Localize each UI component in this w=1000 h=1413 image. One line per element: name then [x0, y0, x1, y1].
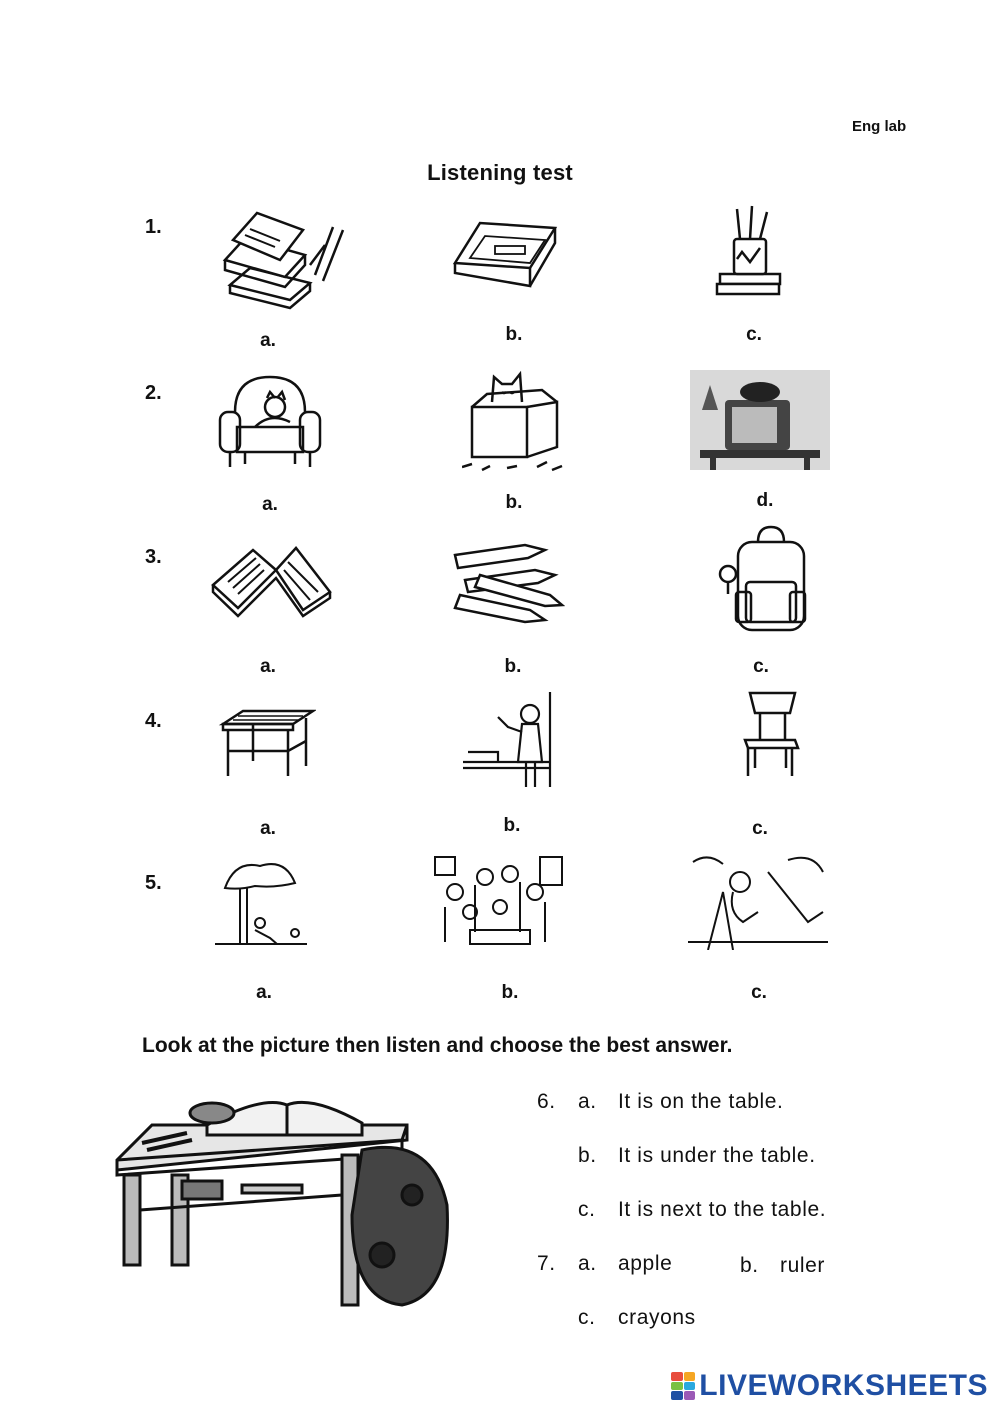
answer-letter: b.: [740, 1254, 759, 1277]
answer-letter: a.: [578, 1090, 597, 1113]
answer-text: It is next to the table.: [618, 1198, 827, 1221]
answer-option[interactable]: [578, 1252, 672, 1276]
brand-name: LIVEWORKSHEETS: [699, 1369, 988, 1402]
answer-option[interactable]: [578, 1306, 696, 1330]
child-under-tree-icon[interactable]: [215, 858, 307, 948]
answer-letter: c.: [578, 1306, 596, 1329]
logo-mark-icon: [671, 1372, 695, 1400]
pencil-case-icon[interactable]: [450, 208, 560, 293]
school-bag-icon[interactable]: [716, 522, 824, 634]
chair-icon[interactable]: [740, 688, 802, 780]
instruction-heading: Look at the picture then listen and choose the best answer.: [142, 1034, 733, 1057]
answer-text: apple: [618, 1252, 673, 1275]
answer-text: It is under the table.: [618, 1144, 816, 1167]
option-letter[interactable]: b.: [505, 492, 523, 513]
question-number: 2.: [145, 382, 162, 404]
question-number: 4.: [145, 710, 162, 732]
books-and-pencils-icon[interactable]: [215, 205, 355, 310]
option-letter[interactable]: b.: [504, 656, 522, 677]
question-number: 3.: [145, 546, 162, 568]
teacher-icon[interactable]: [458, 692, 556, 792]
page-title: Listening test: [427, 160, 573, 185]
answer-option[interactable]: [740, 1254, 825, 1278]
option-letter[interactable]: b.: [503, 815, 521, 836]
question-number: 1.: [145, 216, 162, 238]
cat-on-armchair-icon[interactable]: [215, 372, 325, 472]
table-icon[interactable]: [218, 706, 316, 780]
answer-letter: a.: [578, 1252, 597, 1275]
answer-text: crayons: [618, 1306, 696, 1329]
monkey-in-tree-icon[interactable]: [688, 852, 828, 950]
option-letter[interactable]: d.: [756, 490, 774, 511]
option-letter[interactable]: a.: [262, 494, 278, 515]
question-number: 7.: [537, 1252, 556, 1275]
answer-text: ruler: [780, 1254, 826, 1277]
option-letter[interactable]: b.: [501, 982, 519, 1003]
pencil-cup-icon[interactable]: [712, 204, 787, 296]
answer-letter: b.: [578, 1144, 597, 1167]
brand-logo[interactable]: [671, 1369, 988, 1403]
option-letter[interactable]: a.: [260, 656, 276, 677]
answer-option[interactable]: [578, 1090, 784, 1114]
option-letter[interactable]: c.: [746, 324, 762, 345]
option-letter[interactable]: a.: [256, 982, 272, 1003]
answer-letter: c.: [578, 1198, 596, 1221]
option-letter[interactable]: a.: [260, 818, 276, 839]
answer-option[interactable]: [578, 1198, 826, 1222]
open-book-icon[interactable]: [208, 540, 333, 618]
option-letter[interactable]: c.: [752, 818, 768, 839]
option-letter[interactable]: c.: [753, 656, 769, 677]
answer-text: It is on the table.: [618, 1090, 784, 1113]
option-letter[interactable]: c.: [751, 982, 767, 1003]
table-scene-icon: [112, 1095, 457, 1310]
option-letter[interactable]: a.: [260, 330, 276, 351]
option-letter[interactable]: b.: [505, 324, 523, 345]
question-number: 5.: [145, 872, 162, 894]
classroom-children-icon[interactable]: [430, 852, 570, 952]
class-tag: Eng lab: [852, 118, 907, 135]
answer-option[interactable]: [578, 1144, 816, 1168]
crayons-icon[interactable]: [450, 540, 565, 630]
question-number: 6.: [537, 1090, 556, 1113]
cat-on-tv-icon[interactable]: [690, 370, 830, 470]
cat-in-box-icon[interactable]: [462, 362, 567, 472]
